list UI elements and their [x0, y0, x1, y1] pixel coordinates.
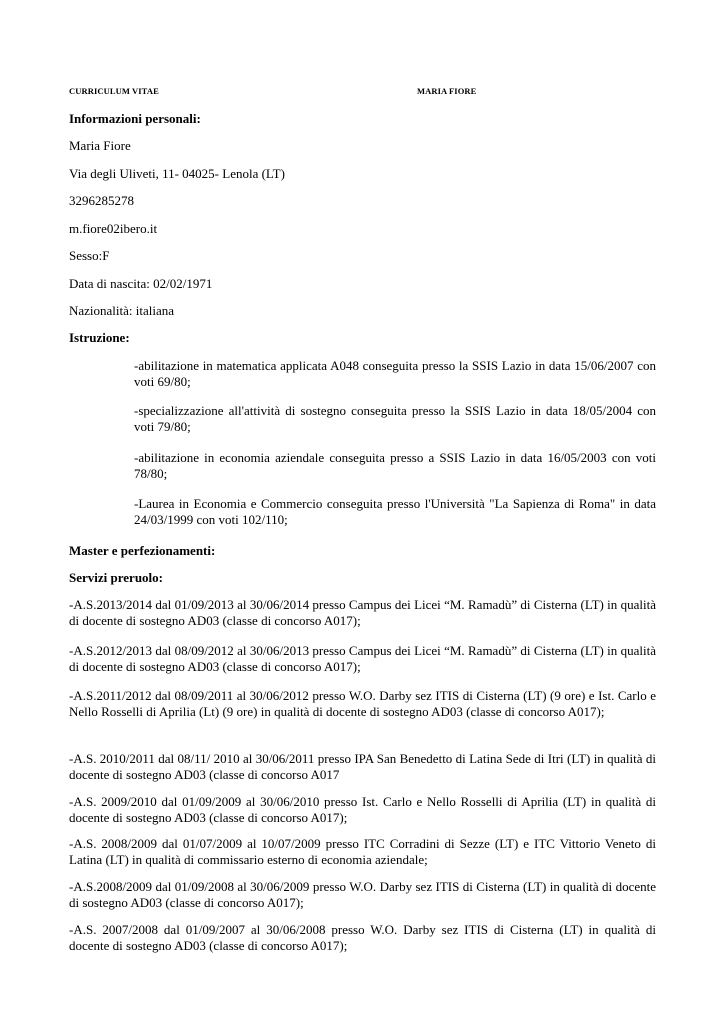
- service-item: -A.S. 2008/2009 dal 01/07/2009 al 10/07/2009 presso ITC Corradini di Sezze (LT) e ITC Vittorio Veneto di Latina (LT) in qualità di commissario esterno di economia aziendale;: [69, 836, 656, 867]
- service-item: -A.S. 2010/2011 dal 08/11/ 2010 al 30/06/2011 presso IPA San Benedetto di Latina Sede di Itri (LT) in qualità di docente di sostegno AD03 (classe di concorso A017: [69, 751, 656, 782]
- services-heading: Servizi preruolo:: [69, 570, 163, 585]
- master-heading: Master e perfezionamenti:: [69, 543, 216, 558]
- personal-name: Maria Fiore: [69, 138, 131, 153]
- education-heading: Istruzione:: [69, 330, 130, 345]
- header-right: MARIA FIORE: [417, 86, 477, 96]
- service-item: -A.S. 2009/2010 dal 01/09/2009 al 30/06/2010 presso Ist. Carlo e Nello Rosselli di Aprilia (LT) in qualità di docente di sostegno AD03 (classe di concorso A017);: [69, 794, 656, 825]
- header-left: CURRICULUM VITAE: [69, 86, 159, 96]
- personal-sex: Sesso:F: [69, 248, 110, 263]
- personal-heading: Informazioni personali:: [69, 111, 201, 126]
- education-item: -Laurea in Economia e Commercio conseguita presso l'Università "La Sapienza di Roma" in data 24/03/1999 con voti 102/110;: [134, 496, 656, 527]
- service-item: -A.S.2012/2013 dal 08/09/2012 al 30/06/2013 presso Campus dei Licei “M. Ramadù” di Cisterna (LT) in qualità di docente di sostegno AD03 (classe di concorso A017);: [69, 643, 656, 674]
- education-item: -specializzazione all'attività di sostegno conseguita presso la SSIS Lazio in data 18/05/2004 con voti 79/80;: [134, 403, 656, 434]
- personal-address: Via degli Uliveti, 11- 04025- Lenola (LT): [69, 166, 285, 181]
- service-item: -A.S.2008/2009 dal 01/09/2008 al 30/06/2009 presso W.O. Darby sez ITIS di Cisterna (LT) in qualità di docente di sostegno AD03 (classe di concorso A017);: [69, 879, 656, 910]
- personal-phone: 3296285278: [69, 193, 134, 208]
- service-item: -A.S.2013/2014 dal 01/09/2013 al 30/06/2014 presso Campus dei Licei “M. Ramadù” di Cisterna (LT) in qualità di docente di sostegno AD03 (classe di concorso A017);: [69, 597, 656, 628]
- education-item: -abilitazione in economia aziendale conseguita presso a SSIS Lazio in data 16/05/2003 con voti 78/80;: [134, 450, 656, 481]
- education-item: -abilitazione in matematica applicata A048 conseguita presso la SSIS Lazio in data 15/06/2007 con voti 69/80;: [134, 358, 656, 389]
- service-item: -A.S.2011/2012 dal 08/09/2011 al 30/06/2012 presso W.O. Darby sez ITIS di Cisterna (LT) (9 ore) e Ist. Carlo e Nello Rosselli di Aprilia (Lt) (9 ore) in qualità di docente di sostegno AD03 (classe di concorso A017);: [69, 688, 656, 719]
- personal-nationality: Nazionalità: italiana: [69, 303, 175, 318]
- personal-email: m.fiore02ibero.it: [69, 221, 158, 236]
- service-item: -A.S. 2007/2008 dal 01/09/2007 al 30/06/2008 presso W.O. Darby sez ITIS di Cisterna (LT) in qualità di docente di sostegno AD03 (classe di concorso A017);: [69, 922, 656, 953]
- personal-birth: Data di nascita: 02/02/1971: [69, 276, 213, 291]
